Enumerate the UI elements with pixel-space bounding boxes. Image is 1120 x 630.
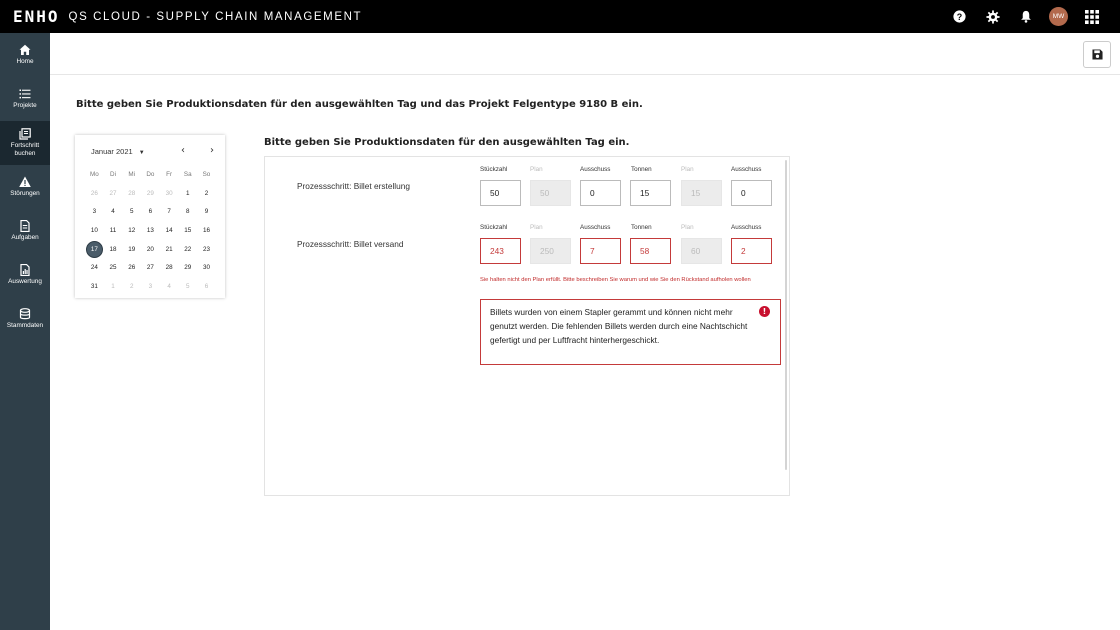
calendar-day[interactable]: 29 <box>184 264 192 272</box>
comment-textarea[interactable]: Billets wurden von einem Stapler gerammt und können nicht mehr genutzt werden. Die fehlenden Billets werden durch eine Nachtschicht gefertigt und per Luftfracht hinterhergeschickt. <box>480 299 781 365</box>
ausschuss-input[interactable]: 0 <box>580 180 621 206</box>
calendar-day[interactable]: 20 <box>146 245 154 253</box>
calendar-day[interactable]: 25 <box>109 264 117 272</box>
column-label-ausschuss: Ausschuss <box>731 166 762 173</box>
tonnen-input[interactable]: 15 <box>630 180 671 206</box>
sidebar-item-label: Projekte <box>13 101 37 109</box>
sidebar-item-projekte[interactable] <box>0 77 50 121</box>
avatar[interactable]: MW <box>1049 7 1068 26</box>
calendar-day[interactable]: 27 <box>109 189 117 197</box>
calendar-day[interactable]: 3 <box>148 282 153 290</box>
plan-stueckzahl-field: 50 <box>530 180 571 206</box>
calendar-day[interactable]: 12 <box>128 226 136 234</box>
calendar-grid <box>85 165 215 296</box>
calendar-day[interactable]: 31 <box>90 282 98 290</box>
column-label-plan: Plan <box>530 166 543 173</box>
column-label-ausschuss: Ausschuss <box>580 166 611 173</box>
error-icon: ! <box>759 306 770 317</box>
weekday-label: Sa <box>183 170 192 178</box>
calendar-day[interactable]: 19 <box>128 245 136 253</box>
column-label-plan: Plan <box>681 166 694 173</box>
sidebar-item-stoerungen[interactable] <box>0 165 50 209</box>
calendar-day-selected[interactable] <box>85 240 104 259</box>
column-label-stueckzahl: Stückzahl <box>480 224 508 231</box>
sidebar-item-stammdaten[interactable] <box>0 297 50 341</box>
bell-icon[interactable] <box>1009 0 1042 33</box>
date-picker-calendar <box>75 135 225 298</box>
calendar-day[interactable]: 7 <box>167 208 171 216</box>
page-heading: Bitte geben Sie Produktionsdaten für den ausgewählten Tag und das Projekt Felgentype 9180 B ein. <box>76 99 643 110</box>
app-title: QS CLOUD - SUPPLY CHAIN MANAGEMENT <box>68 10 363 23</box>
chart-icon <box>19 264 31 276</box>
chevron-right-icon[interactable]: › <box>210 145 214 156</box>
column-label-ausschuss: Ausschuss <box>731 224 762 231</box>
calendar-day[interactable]: 9 <box>204 208 209 216</box>
weekday-label: So <box>202 170 211 178</box>
top-icons <box>943 0 1108 33</box>
logo: ENHO <box>13 7 60 26</box>
column-label-plan: Plan <box>681 224 694 231</box>
calendar-day[interactable]: 11 <box>109 226 117 234</box>
calendar-day[interactable]: 24 <box>90 264 98 272</box>
avatar-container[interactable] <box>1042 0 1075 33</box>
calendar-day[interactable]: 23 <box>202 245 210 253</box>
calendar-day[interactable]: 4 <box>167 282 171 290</box>
caret-down-icon: ▼ <box>138 150 145 156</box>
weekday-label: Fr <box>166 170 173 178</box>
svg-text:?: ? <box>956 11 963 22</box>
chevron-left-icon[interactable]: ‹ <box>181 145 185 156</box>
calendar-day[interactable]: 1 <box>111 282 115 290</box>
weekday-label: Mi <box>128 170 136 178</box>
calendar-day[interactable]: 26 <box>128 264 136 272</box>
sidebar-item-fortschritt[interactable] <box>0 121 50 165</box>
sidebar-item-label: Fortschritt buchen <box>10 141 40 157</box>
progress-icon <box>19 128 31 140</box>
validation-error-message: Sie halten nicht den Plan erfüllt. Bitte beschreiben Sie warum und wie Sie den Rückstand aufholen wollen <box>480 277 751 283</box>
calendar-day[interactable]: 4 <box>111 208 115 216</box>
calendar-day[interactable]: 29 <box>146 189 154 197</box>
column-label-ausschuss: Ausschuss <box>580 224 611 231</box>
calendar-day[interactable]: 14 <box>165 226 173 234</box>
calendar-day[interactable]: 28 <box>165 264 173 272</box>
form-heading: Bitte geben Sie Produktionsdaten für den ausgewählten Tag ein. <box>264 137 630 148</box>
calendar-day[interactable]: 2 <box>129 282 134 290</box>
calendar-day[interactable]: 21 <box>165 245 173 253</box>
sidebar-item-label: Home <box>16 57 34 65</box>
column-label-tonnen: Tonnen <box>631 166 652 173</box>
weekday-label: Do <box>146 170 155 178</box>
grid-icon[interactable] <box>1075 0 1108 33</box>
save-button[interactable] <box>1083 41 1111 68</box>
calendar-day[interactable]: 26 <box>90 189 98 197</box>
top-bar <box>0 0 1120 33</box>
stueckzahl-input[interactable]: 50 <box>480 180 521 206</box>
calendar-day[interactable]: 6 <box>148 208 153 216</box>
calendar-day[interactable]: 13 <box>146 226 154 234</box>
selected-day-label: 17 <box>86 241 103 258</box>
ausschuss-tonnen-input[interactable]: 0 <box>731 180 772 206</box>
calendar-day[interactable]: 8 <box>186 208 190 216</box>
sidebar-item-home[interactable] <box>0 33 50 77</box>
calendar-day[interactable]: 5 <box>186 282 190 290</box>
plan-tonnen-field: 60 <box>681 238 722 264</box>
ausschuss-input[interactable]: 7 <box>580 238 621 264</box>
plan-tonnen-field: 15 <box>681 180 722 206</box>
column-label-plan: Plan <box>530 224 543 231</box>
sidebar <box>0 33 50 630</box>
sidebar-item-label: Stammdaten <box>6 321 44 329</box>
toolbar <box>50 33 1120 75</box>
list-icon <box>19 88 31 100</box>
process-step-label: Prozessschritt: Billet erstellung <box>297 181 410 191</box>
calendar-month-select[interactable] <box>91 147 145 156</box>
weekday-label: Di <box>110 170 116 178</box>
sidebar-item-label: Aufgaben <box>11 233 39 241</box>
help-icon[interactable] <box>943 0 976 33</box>
calendar-day[interactable]: 5 <box>129 208 134 216</box>
sidebar-item-label: Störungen <box>10 189 40 197</box>
weekday-label: Mo <box>89 170 99 178</box>
column-label-tonnen: Tonnen <box>631 224 652 231</box>
warning-icon <box>19 176 31 188</box>
process-step-label: Prozessschritt: Billet versand <box>297 239 404 249</box>
database-icon <box>19 308 31 320</box>
calendar-day[interactable]: 2 <box>204 189 209 197</box>
document-icon <box>19 220 31 232</box>
calendar-month-label: Januar 2021 <box>91 147 133 156</box>
calendar-day[interactable]: 10 <box>90 226 98 234</box>
ausschuss-tonnen-input[interactable]: 2 <box>731 238 772 264</box>
calendar-day[interactable]: 1 <box>186 189 190 197</box>
calendar-day[interactable]: 27 <box>146 264 154 272</box>
calendar-day[interactable]: 3 <box>92 208 97 216</box>
calendar-day[interactable]: 15 <box>184 226 192 234</box>
calendar-day[interactable]: 16 <box>202 226 210 234</box>
stueckzahl-input[interactable]: 243 <box>480 238 521 264</box>
sidebar-item-label: Auswertung <box>8 277 42 285</box>
tonnen-input[interactable]: 58 <box>630 238 671 264</box>
sidebar-item-auswertung[interactable] <box>0 253 50 297</box>
calendar-day[interactable]: 18 <box>109 245 117 253</box>
calendar-day[interactable]: 30 <box>202 264 210 272</box>
home-icon <box>19 44 31 56</box>
plan-stueckzahl-field: 250 <box>530 238 571 264</box>
calendar-day[interactable]: 30 <box>165 189 173 197</box>
calendar-day[interactable]: 22 <box>184 245 192 253</box>
column-label-stueckzahl: Stückzahl <box>480 166 508 173</box>
gear-icon[interactable] <box>976 0 1009 33</box>
sidebar-item-aufgaben[interactable] <box>0 209 50 253</box>
panel-scrollbar[interactable] <box>785 160 787 470</box>
calendar-day[interactable]: 28 <box>128 189 136 197</box>
save-icon <box>1092 49 1103 60</box>
calendar-day[interactable]: 6 <box>204 282 209 290</box>
